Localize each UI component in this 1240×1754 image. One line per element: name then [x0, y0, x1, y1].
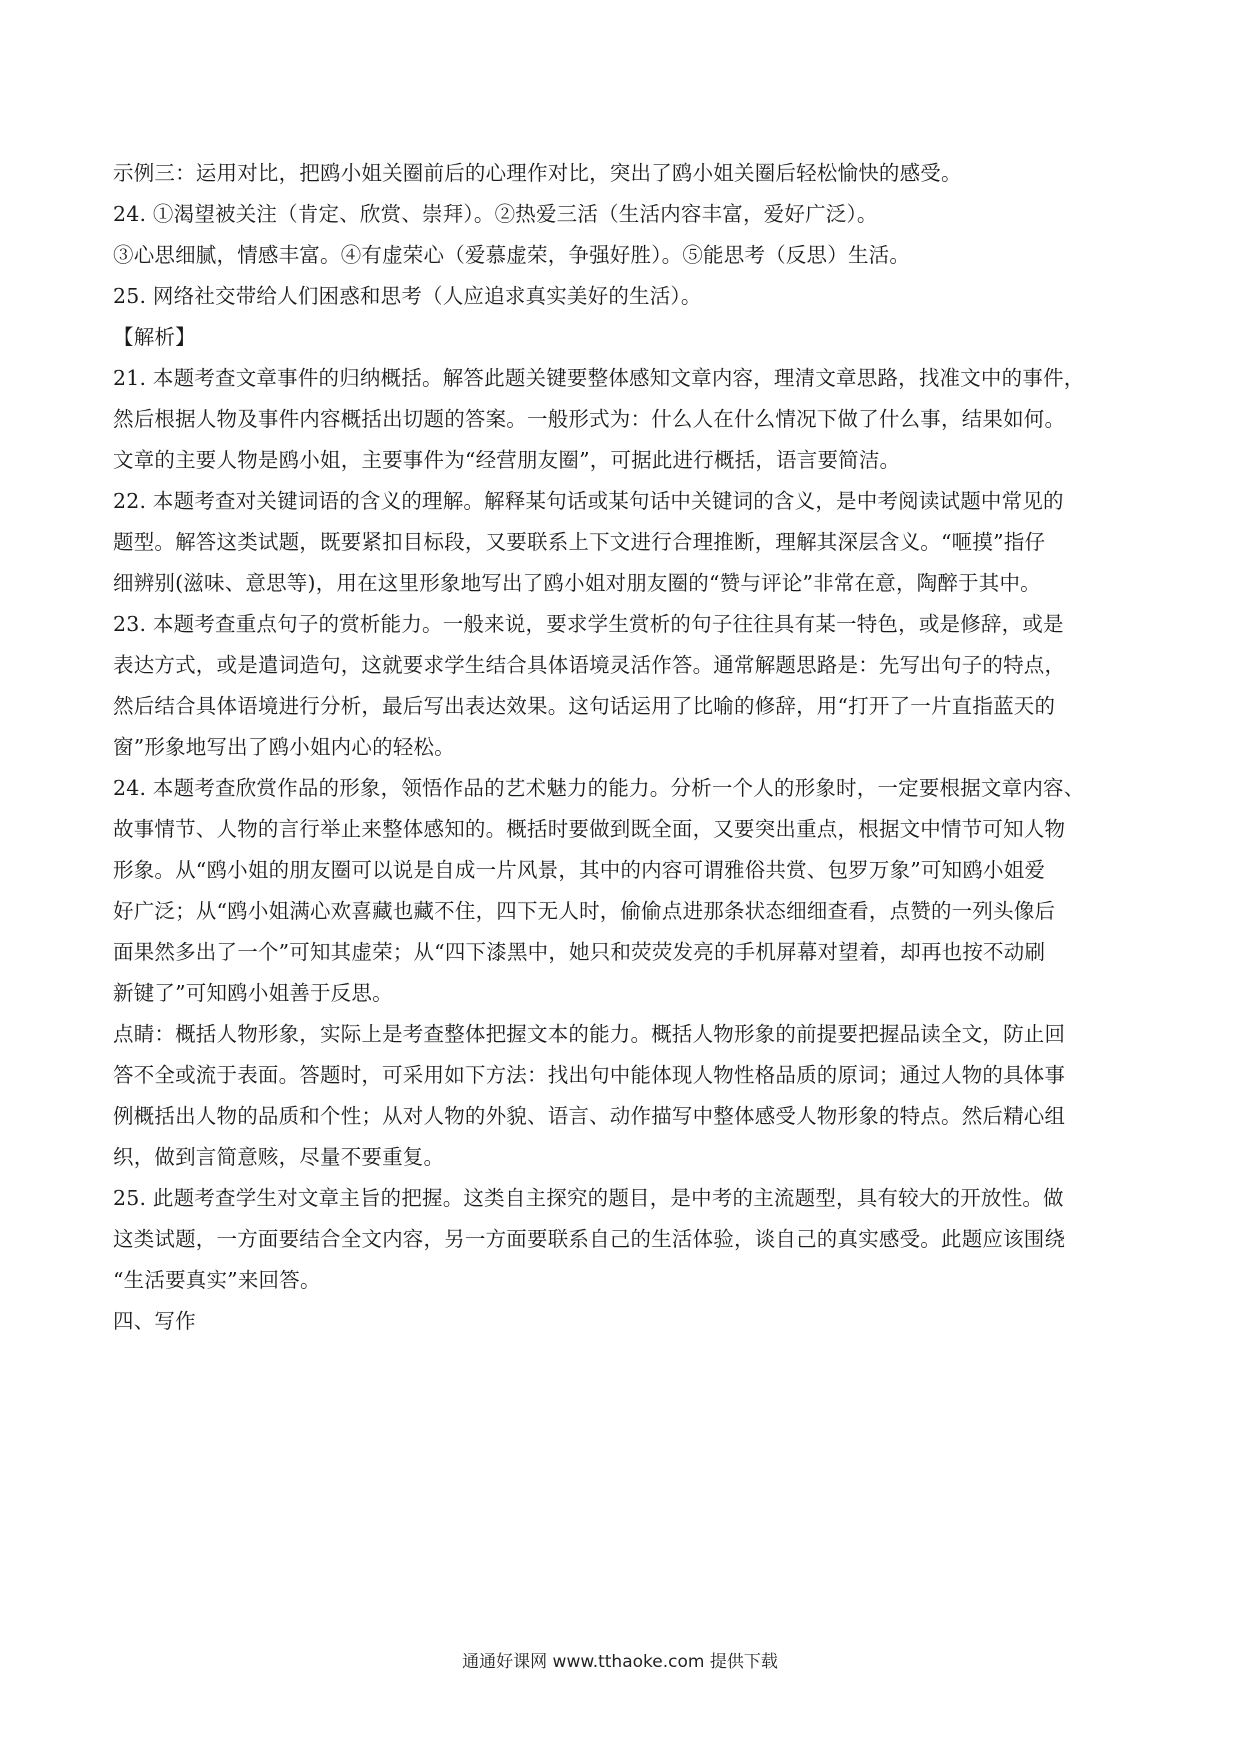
analysis-22-paragraph	[113, 481, 1128, 604]
text-line: 面果然多出了一个”可知其虚荣；从“四下漆黑中，她只和荧荧发亮的手机屏幕对望着，却再也按不动刷	[113, 940, 1046, 964]
text-line: 细辨别(滋味、意思等)，用在这里形象地写出了鸥小姐对朋友圈的“赞与评论”非常在意，陶醉于其中。	[113, 571, 1041, 595]
analysis-24-paragraph	[113, 768, 1128, 1014]
text-line: 故事情节、人物的言行举止来整体感知的。概括时要做到既全面，又要突出重点，根据文中情节可知人物	[113, 817, 1066, 841]
text-line: 23. 本题考查重点句子的赏析能力。一般来说，要求学生赏析的句子往往具有某一特色，或是修辞，或是	[113, 612, 1064, 636]
text-line: 然后结合具体语境进行分析，最后写出表达效果。这句话运用了比喻的修辞，用“打开了一片直指蓝天的	[113, 694, 1056, 718]
text-line: 示例三：运用对比，把鸥小姐关圈前后的心理作对比，突出了鸥小姐关圈后轻松愉快的感受。	[113, 161, 962, 185]
text-line: 题型。解答这类试题，既要紧扣目标段，又要联系上下文进行合理推断，理解其深层含义。“咂摸”指仔	[113, 530, 1046, 554]
text-line: 表达方式，或是遣词造句，这就要求学生结合具体语境灵活作答。通常解题思路是：先写出句子的特点，	[113, 653, 1066, 677]
text-line: 窗”形象地写出了鸥小姐内心的轻松。	[113, 735, 455, 759]
text-line: 25. 此题考查学生对文章主旨的把握。这类自主探究的题目，是中考的主流题型，具有较大的开放性。做	[113, 1186, 1064, 1210]
text-line: 新键了”可知鸥小姐善于反思。	[113, 981, 393, 1005]
text-line: “生活要真实”来回答。	[113, 1268, 321, 1292]
analysis-heading	[113, 317, 1128, 358]
text-line: 点睛：概括人物形象，实际上是考查整体把握文本的能力。概括人物形象的前提要把握品读全文，防止回	[113, 1022, 1066, 1046]
text-line: 25. 网络社交带给人们困惑和思考（人应追求真实美好的生活）。	[113, 284, 702, 308]
text-line: 这类试题，一方面要结合全文内容，另一方面要联系自己的生活体验，谈自己的真实感受。此题应该围绕	[113, 1227, 1066, 1251]
document-body	[113, 153, 1128, 1342]
text-line: 21. 本题考查文章事件的归纳概括。解答此题关键要整体感知文章内容，理清文章思路，找准文中的事件，	[113, 366, 1085, 390]
text-line: 文章的主要人物是鸥小姐，主要事件为“经营朋友圈”，可据此进行概括，语言要简洁。	[113, 448, 901, 472]
text-line: 答不全或流于表面。答题时，可采用如下方法：找出句中能体现人物性格品质的原词；通过人物的具体事	[113, 1063, 1066, 1087]
text-line: 织，做到言简意赅，尽量不要重复。	[113, 1145, 445, 1169]
text-line: 然后根据人物及事件内容概括出切题的答案。一般形式为：什么人在什么情况下做了什么事，结果如何。	[113, 407, 1066, 431]
text-line: 好广泛；从“鸥小姐满心欢喜藏也藏不住，四下无人时，偷偷点进那条状态细细查看，点赞的一列头像后	[113, 899, 1056, 923]
page-footer: 通通好课网 www.tthaoke.com 提供下载	[462, 1652, 778, 1672]
section-heading: 【解析】	[113, 325, 196, 349]
text-line: 例概括出人物的品质和个性；从对人物的外貌、语言、动作描写中整体感受人物形象的特点。然后精心组	[113, 1104, 1066, 1128]
answer-24-paragraph	[113, 194, 1128, 276]
example-three-paragraph	[113, 153, 1128, 194]
text-line: 22. 本题考查对关键词语的含义的理解。解释某句话或某句话中关键词的含义，是中考阅读试题中常见的	[113, 489, 1064, 513]
answer-25-paragraph	[113, 276, 1128, 317]
text-line: 形象。从“鸥小姐的朋友圈可以说是自成一片风景，其中的内容可谓雅俗共赏、包罗万象”可知鸥小姐爱	[113, 858, 1046, 882]
writing-section-heading	[113, 1301, 1128, 1342]
section-heading: 四、写作	[113, 1309, 196, 1333]
tip-paragraph	[113, 1014, 1128, 1178]
text-line: ③心思细腻，情感丰富。④有虚荣心（爱慕虚荣，争强好胜）。⑤能思考（反思）生活。	[113, 243, 911, 267]
analysis-23-paragraph	[113, 604, 1128, 768]
analysis-25-paragraph	[113, 1178, 1128, 1301]
analysis-21-paragraph	[113, 358, 1128, 481]
text-line: 24. 本题考查欣赏作品的形象，领悟作品的艺术魅力的能力。分析一个人的形象时，一定要根据文章内容、	[113, 776, 1085, 800]
text-line: 24. ①渴望被关注（肯定、欣赏、崇拜）。②热爱三活（生活内容丰富，爱好广泛）。	[113, 202, 878, 226]
